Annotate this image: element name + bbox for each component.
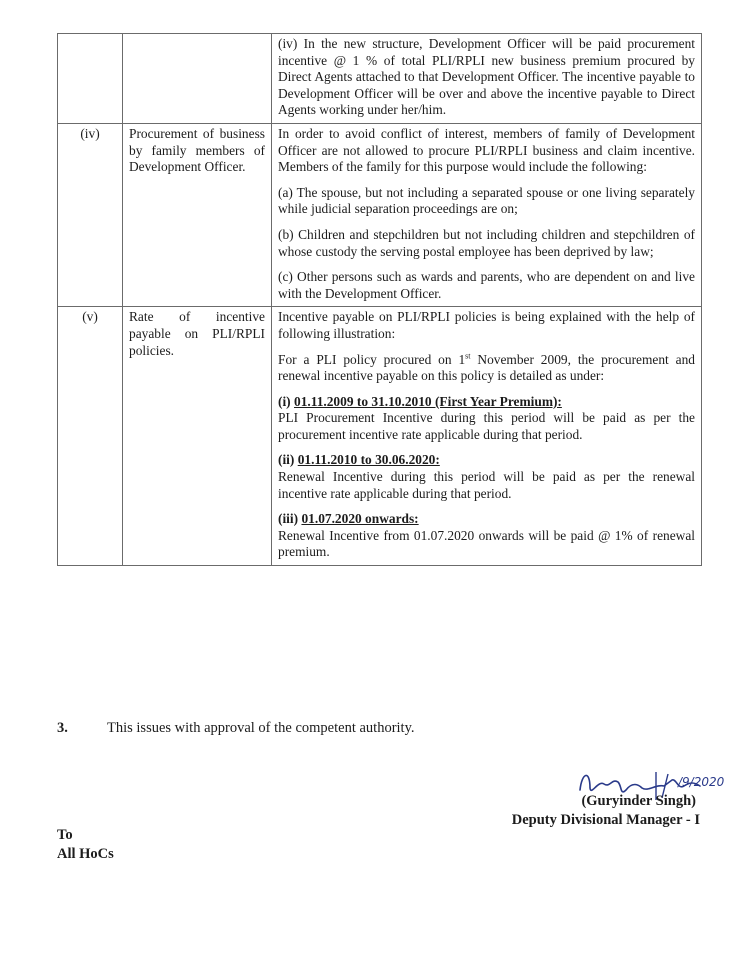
details-paragraph: Incentive payable on PLI/RPLI policies is being explained with the help of following illustration: [278, 309, 695, 341]
period-block [278, 452, 695, 502]
example-text-start: For a PLI policy procured on 1 [278, 351, 466, 367]
row-details-cell [272, 123, 702, 306]
period-range: 01.07.2020 onwards: [301, 511, 419, 527]
details-paragraph: (a) The spouse, but not including a separated spouse or one living separately while judicial separation proceedings are on; [278, 184, 695, 217]
details-paragraph [278, 352, 695, 385]
row-details-cell [272, 307, 702, 566]
details-paragraph: (b) Children and stepchildren but not including children and stepchildren of whose custody the serving postal employee has been deprived by law; [278, 226, 695, 259]
period-text: Renewal Incentive during this period will be paid as per the renewal incentive rate applicable during that period. [278, 469, 695, 501]
signatory-name: (Guryinder Singh) [581, 793, 696, 809]
incentive-table [57, 33, 702, 566]
period-label: (ii) [278, 452, 295, 468]
signatory-designation: Deputy Divisional Manager - I [511, 812, 700, 828]
row-number-cell [58, 34, 123, 124]
recipients: All HoCs [57, 846, 114, 862]
svg-text:/9/2020: /9/2020 [678, 775, 725, 789]
details-paragraph: In order to avoid conflict of interest, members of family of Development Officer are not allowed to procure PLI/RPLI business and claim incentive. Members of the family for this purpose would include the following: [278, 125, 695, 175]
table-row [58, 34, 702, 124]
period-block [278, 394, 695, 444]
ordinal-suffix: st [465, 351, 471, 361]
period-block [278, 511, 695, 561]
to-label: To [57, 827, 73, 843]
paragraph-number: 3. [57, 720, 68, 736]
period-text: PLI Procurement Incentive during this period will be paid as per the procurement incentive rate applicable during that period. [278, 410, 695, 442]
row-number-cell: (iv) [58, 123, 123, 306]
period-range: 01.11.2009 to 31.10.2010 (First Year Premium): [294, 393, 562, 409]
closing-paragraph [57, 720, 415, 737]
table-row [58, 307, 702, 566]
table-row [58, 123, 702, 306]
row-subject-cell [123, 34, 272, 124]
row-subject-cell: Procurement of business by family members of Development Officer. [123, 123, 272, 306]
details-paragraph: (c) Other persons such as wards and parents, who are dependent on and live with the Development Officer. [278, 269, 695, 301]
example-text-end: November 2009, the procurement and renewal incentive payable on this policy is detailed as under: [278, 351, 695, 384]
addressee-block [57, 826, 114, 864]
period-label: (iii) [278, 511, 299, 527]
period-range: 01.11.2010 to 30.06.2020: [297, 452, 440, 468]
period-text: Renewal Incentive from 01.07.2020 onwards will be paid @ 1% of renewal premium. [278, 527, 695, 560]
details-paragraph: (iv) In the new structure, Development Officer will be paid procurement incentive @ 1 % of total PLI/RPLI new business premium procured by Direct Agents attached to that Development Officer. The incentive payable to Development Officer will be over and above the incentive payable to Direct Agents working under her/him. [278, 36, 695, 118]
paragraph-text: This issues with approval of the competent authority. [107, 720, 415, 736]
row-subject-cell: Rate of incentive payable on PLI/RPLI policies. [123, 307, 272, 566]
period-label: (i) [278, 393, 291, 409]
row-number-cell: (v) [58, 307, 123, 566]
row-details-cell [272, 34, 702, 124]
